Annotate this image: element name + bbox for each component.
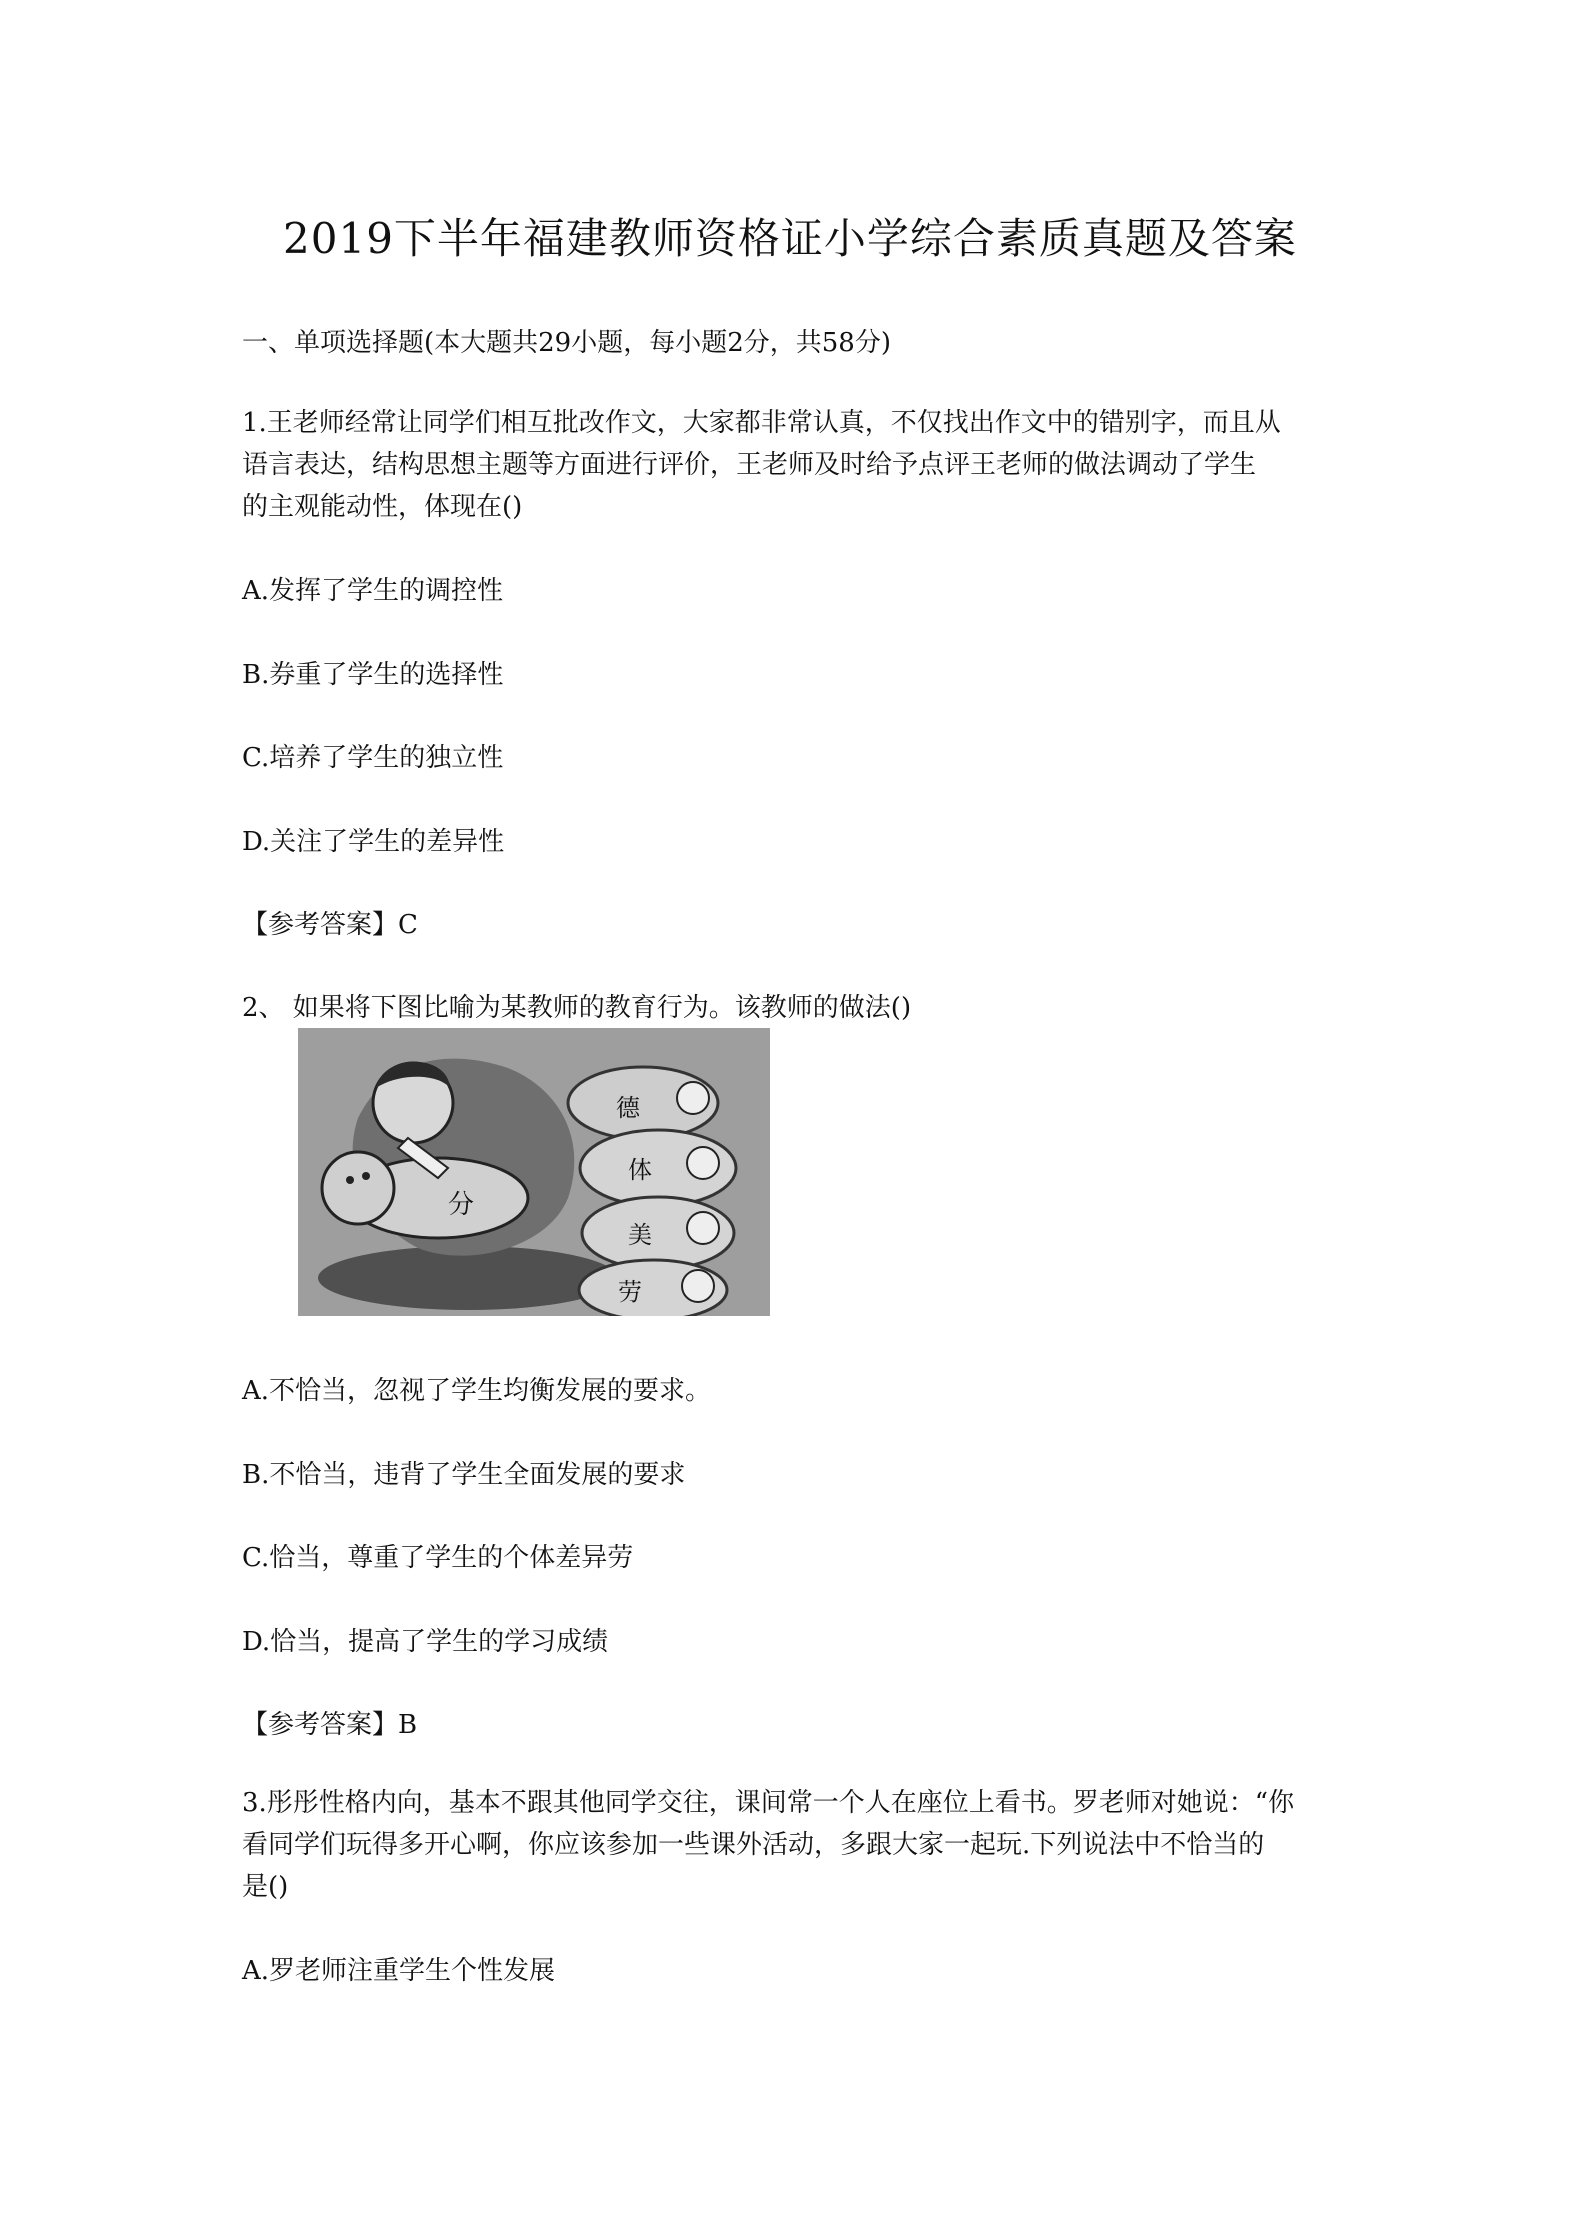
label-lao: 劳	[618, 1278, 642, 1306]
face-icon	[677, 1082, 709, 1114]
question-2-option-c: C.恰当，尊重了学生的个体差异劳	[242, 1543, 634, 1573]
question-2-option-a: A.不恰当，忽视了学生均衡发展的要求。	[242, 1376, 712, 1406]
question-3-option-a: A.罗老师注重学生个性发展	[242, 1956, 556, 1986]
question-2-answer: 【参考答案】B	[242, 1710, 418, 1740]
question-1-option-c: C.培养了学生的独立性	[242, 743, 504, 773]
teacher-force-feeding-figure	[298, 1028, 770, 1316]
question-stem-line: 是()	[242, 1872, 289, 1902]
shadow-shape	[318, 1246, 618, 1310]
question-stem-line: 的主观能动性，体现在()	[242, 492, 523, 522]
question-stem-line: 看同学们玩得多开心啊，你应该参加一些课外活动，多跟大家一起玩.下列说法中不恰当的	[242, 1830, 1265, 1860]
child-head	[322, 1152, 394, 1224]
question-1-answer: 【参考答案】C	[242, 910, 418, 940]
question-1-stem	[242, 402, 1352, 528]
question-1-option-b: B.券重了学生的选择性	[242, 660, 504, 690]
label-ti: 体	[628, 1156, 652, 1184]
label-de: 德	[616, 1094, 640, 1122]
label-fen: 分	[448, 1190, 475, 1220]
question-2-option-b: B.不恰当，违背了学生全面发展的要求	[242, 1460, 686, 1490]
face-icon	[682, 1270, 714, 1302]
face-icon	[687, 1147, 719, 1179]
question-stem-line: 3.彤彤性格内向，基本不跟其他同学交往，课间常一个人在座位上看书。罗老师对她说：“你	[242, 1788, 1295, 1818]
question-stem-line: 1.王老师经常让同学们相互批改作文，大家都非常认真，不仅找出作文中的错别字，而且从	[242, 408, 1281, 438]
section-heading: 一、单项选择题(本大题共29小题，每小题2分，共58分)	[242, 328, 891, 358]
label-mei: 美	[628, 1221, 652, 1249]
question-stem-line: 语言表达，结构思想主题等方面进行评价，王老师及时给予点评王老师的做法调动了学生	[242, 450, 1257, 480]
face-icon	[687, 1212, 719, 1244]
document-title: 2019下半年福建教师资格证小学综合素质真题及答案	[283, 214, 1297, 263]
question-2-option-d: D.恰当，提高了学生的学习成绩	[242, 1627, 609, 1657]
question-2-stem: 2、 如果将下图比喻为某教师的教育行为。该教师的做法()	[242, 993, 912, 1023]
child-eye	[346, 1176, 354, 1184]
question-1-option-a: A.发挥了学生的调控性	[242, 576, 504, 606]
question-1-option-d: D.关注了学生的差异性	[242, 827, 505, 857]
child-eye	[362, 1172, 370, 1180]
question-3-stem	[242, 1782, 1352, 1908]
